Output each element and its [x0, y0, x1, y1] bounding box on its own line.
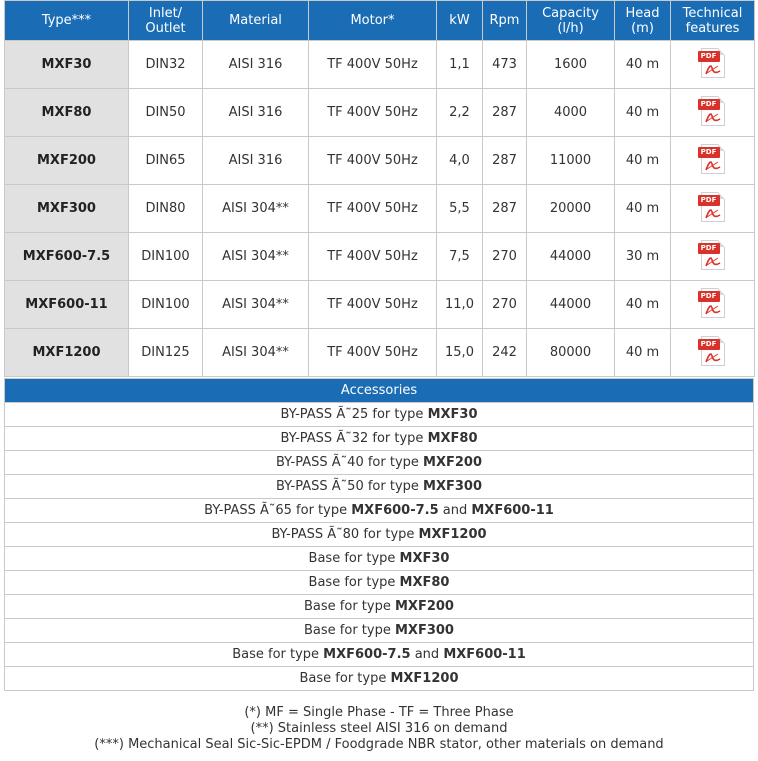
accessory-row	[5, 619, 754, 643]
footnote-line: (***) Mechanical Seal Sic-Sic-EPDM / Foodgrade NBR stator, other materials on demand	[94, 737, 664, 752]
cell-motor: TF 400V 50Hz	[309, 185, 437, 233]
col-header-motor: Motor*	[309, 1, 437, 41]
col-header-capacity: Capacity (l/h)	[527, 1, 615, 41]
accessories-table	[4, 378, 754, 691]
cell-technical-features	[671, 281, 755, 329]
footnotes	[0, 705, 758, 753]
cell-technical-features	[671, 329, 755, 377]
cell-technical-features	[671, 41, 755, 89]
cell-capacity: 4000	[527, 89, 615, 137]
accessory-type: MXF1200	[390, 671, 459, 686]
accessory-type-2: MXF600-11	[443, 647, 526, 662]
accessory-text: BY-PASS Ã˜32 for type	[280, 431, 428, 446]
accessory-type: MXF30	[427, 407, 478, 422]
cell-material: AISI 304**	[203, 281, 309, 329]
col-header-material: Material	[203, 1, 309, 41]
accessory-type-2: MXF600-11	[471, 503, 554, 518]
pdf-label: PDF	[698, 99, 720, 110]
cell-material: AISI 304**	[203, 185, 309, 233]
accessory-item	[5, 667, 754, 691]
cell-rpm: 270	[483, 233, 527, 281]
cell-motor: TF 400V 50Hz	[309, 41, 437, 89]
pdf-label: PDF	[698, 51, 720, 62]
cell-material: AISI 316	[203, 41, 309, 89]
cell-inlet: DIN125	[129, 329, 203, 377]
accessory-item	[5, 403, 754, 427]
pdf-label: PDF	[698, 195, 720, 206]
accessory-item	[5, 595, 754, 619]
cell-type: MXF30	[5, 41, 129, 89]
accessory-type: MXF1200	[418, 527, 487, 542]
accessory-type: MXF600-7.5	[323, 647, 411, 662]
table-row	[5, 89, 755, 137]
pdf-acrobat-swirl	[704, 110, 722, 124]
cell-capacity: 80000	[527, 329, 615, 377]
pdf-download-icon[interactable]	[698, 335, 728, 367]
cell-inlet: DIN100	[129, 281, 203, 329]
cell-kw: 15,0	[437, 329, 483, 377]
cell-motor: TF 400V 50Hz	[309, 281, 437, 329]
accessory-type: MXF30	[399, 551, 450, 566]
accessory-row	[5, 667, 754, 691]
cell-inlet: DIN100	[129, 233, 203, 281]
table-row	[5, 41, 755, 89]
cell-material: AISI 316	[203, 137, 309, 185]
cell-head: 40 m	[615, 137, 671, 185]
footnote-line: (*) MF = Single Phase - TF = Three Phase	[244, 705, 514, 720]
accessories-list	[5, 403, 754, 691]
accessory-item	[5, 427, 754, 451]
pdf-acrobat-swirl	[704, 206, 722, 220]
pdf-download-icon[interactable]	[698, 47, 728, 79]
accessory-text: BY-PASS Ã˜80 for type	[271, 527, 419, 542]
cell-material: AISI 316	[203, 89, 309, 137]
col-header-kw: kW	[437, 1, 483, 41]
accessory-type: MXF80	[399, 575, 450, 590]
cell-type: MXF300	[5, 185, 129, 233]
accessory-text: BY-PASS Ã˜40 for type	[275, 455, 424, 470]
pdf-download-icon[interactable]	[698, 239, 728, 271]
pdf-acrobat-swirl	[704, 62, 722, 76]
accessory-and: and	[410, 647, 444, 662]
col-header-inlet-outlet: Inlet/ Outlet	[129, 1, 203, 41]
cell-head: 30 m	[615, 233, 671, 281]
cell-type: MXF1200	[5, 329, 129, 377]
cell-kw: 11,0	[437, 281, 483, 329]
accessory-row	[5, 643, 754, 667]
cell-capacity: 11000	[527, 137, 615, 185]
col-header-type: Type***	[5, 1, 129, 41]
cell-motor: TF 400V 50Hz	[309, 329, 437, 377]
accessory-item	[5, 499, 754, 523]
accessory-text: BY-PASS Ã˜65 for type	[204, 503, 352, 518]
table-row	[5, 281, 755, 329]
cell-technical-features	[671, 233, 755, 281]
cell-kw: 7,5	[437, 233, 483, 281]
pdf-download-icon[interactable]	[698, 191, 728, 223]
accessory-text: Base for type	[232, 647, 324, 662]
accessory-item	[5, 451, 754, 475]
table-row	[5, 233, 755, 281]
accessory-item	[5, 523, 754, 547]
cell-capacity: 44000	[527, 281, 615, 329]
cell-material: AISI 304**	[203, 329, 309, 377]
accessory-text: BY-PASS Ã˜25 for type	[280, 407, 428, 422]
accessory-row	[5, 571, 754, 595]
pdf-label: PDF	[698, 243, 720, 254]
spec-table-body	[5, 41, 755, 377]
table-header-row	[5, 1, 755, 41]
cell-head: 40 m	[615, 41, 671, 89]
pdf-label: PDF	[698, 339, 720, 350]
cell-head: 40 m	[615, 89, 671, 137]
accessory-item	[5, 619, 754, 643]
col-header-head: Head (m)	[615, 1, 671, 41]
table-row	[5, 329, 755, 377]
accessories-title: Accessories	[5, 379, 754, 403]
accessory-row	[5, 499, 754, 523]
pdf-label: PDF	[698, 291, 720, 302]
accessory-text: Base for type	[299, 671, 391, 686]
accessory-row	[5, 403, 754, 427]
col-header-rpm: Rpm	[483, 1, 527, 41]
cell-capacity: 44000	[527, 233, 615, 281]
cell-kw: 2,2	[437, 89, 483, 137]
accessory-text: BY-PASS Ã˜50 for type	[275, 479, 424, 494]
accessory-type: MXF300	[423, 479, 483, 494]
cell-rpm: 270	[483, 281, 527, 329]
cell-technical-features	[671, 137, 755, 185]
cell-head: 40 m	[615, 329, 671, 377]
accessory-row	[5, 475, 754, 499]
cell-rpm: 287	[483, 185, 527, 233]
table-row	[5, 185, 755, 233]
product-spec-table	[4, 0, 755, 377]
table-row	[5, 137, 755, 185]
pdf-download-icon[interactable]	[698, 143, 728, 175]
cell-head: 40 m	[615, 185, 671, 233]
pdf-acrobat-swirl	[704, 302, 722, 316]
cell-rpm: 287	[483, 137, 527, 185]
cell-capacity: 1600	[527, 41, 615, 89]
product-spec-table-wrapper	[4, 0, 754, 691]
accessory-row	[5, 451, 754, 475]
cell-material: AISI 304**	[203, 233, 309, 281]
col-header-technical-features: Technical features	[671, 1, 755, 41]
pdf-acrobat-swirl	[704, 158, 722, 172]
accessory-row	[5, 595, 754, 619]
cell-type: MXF600-7.5	[5, 233, 129, 281]
cell-motor: TF 400V 50Hz	[309, 137, 437, 185]
cell-type: MXF200	[5, 137, 129, 185]
cell-rpm: 473	[483, 41, 527, 89]
accessory-text: Base for type	[304, 623, 395, 638]
accessory-type: MXF200	[394, 599, 454, 614]
cell-inlet: DIN32	[129, 41, 203, 89]
footnote-line: (**) Stainless steel AISI 316 on demand	[250, 721, 508, 736]
pdf-label: PDF	[698, 147, 720, 158]
accessory-type: MXF300	[394, 623, 454, 638]
cell-motor: TF 400V 50Hz	[309, 233, 437, 281]
cell-inlet: DIN50	[129, 89, 203, 137]
cell-rpm: 242	[483, 329, 527, 377]
pdf-acrobat-swirl	[704, 254, 722, 268]
accessory-text: Base for type	[304, 599, 395, 614]
cell-technical-features	[671, 185, 755, 233]
accessory-and: and	[438, 503, 472, 518]
cell-rpm: 287	[483, 89, 527, 137]
accessory-item	[5, 547, 754, 571]
accessory-type: MXF80	[427, 431, 478, 446]
accessory-text: Base for type	[308, 575, 400, 590]
cell-type: MXF600-11	[5, 281, 129, 329]
pdf-download-icon[interactable]	[698, 287, 728, 319]
cell-kw: 5,5	[437, 185, 483, 233]
cell-inlet: DIN80	[129, 185, 203, 233]
cell-technical-features	[671, 89, 755, 137]
cell-kw: 4,0	[437, 137, 483, 185]
pdf-acrobat-swirl	[704, 350, 722, 364]
cell-head: 40 m	[615, 281, 671, 329]
accessory-row	[5, 427, 754, 451]
cell-type: MXF80	[5, 89, 129, 137]
accessory-row	[5, 547, 754, 571]
pdf-download-icon[interactable]	[698, 95, 728, 127]
accessory-row	[5, 523, 754, 547]
cell-motor: TF 400V 50Hz	[309, 89, 437, 137]
cell-kw: 1,1	[437, 41, 483, 89]
accessory-text: Base for type	[308, 551, 400, 566]
cell-capacity: 20000	[527, 185, 615, 233]
accessory-item	[5, 475, 754, 499]
accessory-item	[5, 571, 754, 595]
accessory-type: MXF200	[423, 455, 483, 470]
accessory-item	[5, 643, 754, 667]
cell-inlet: DIN65	[129, 137, 203, 185]
accessory-type: MXF600-7.5	[351, 503, 439, 518]
